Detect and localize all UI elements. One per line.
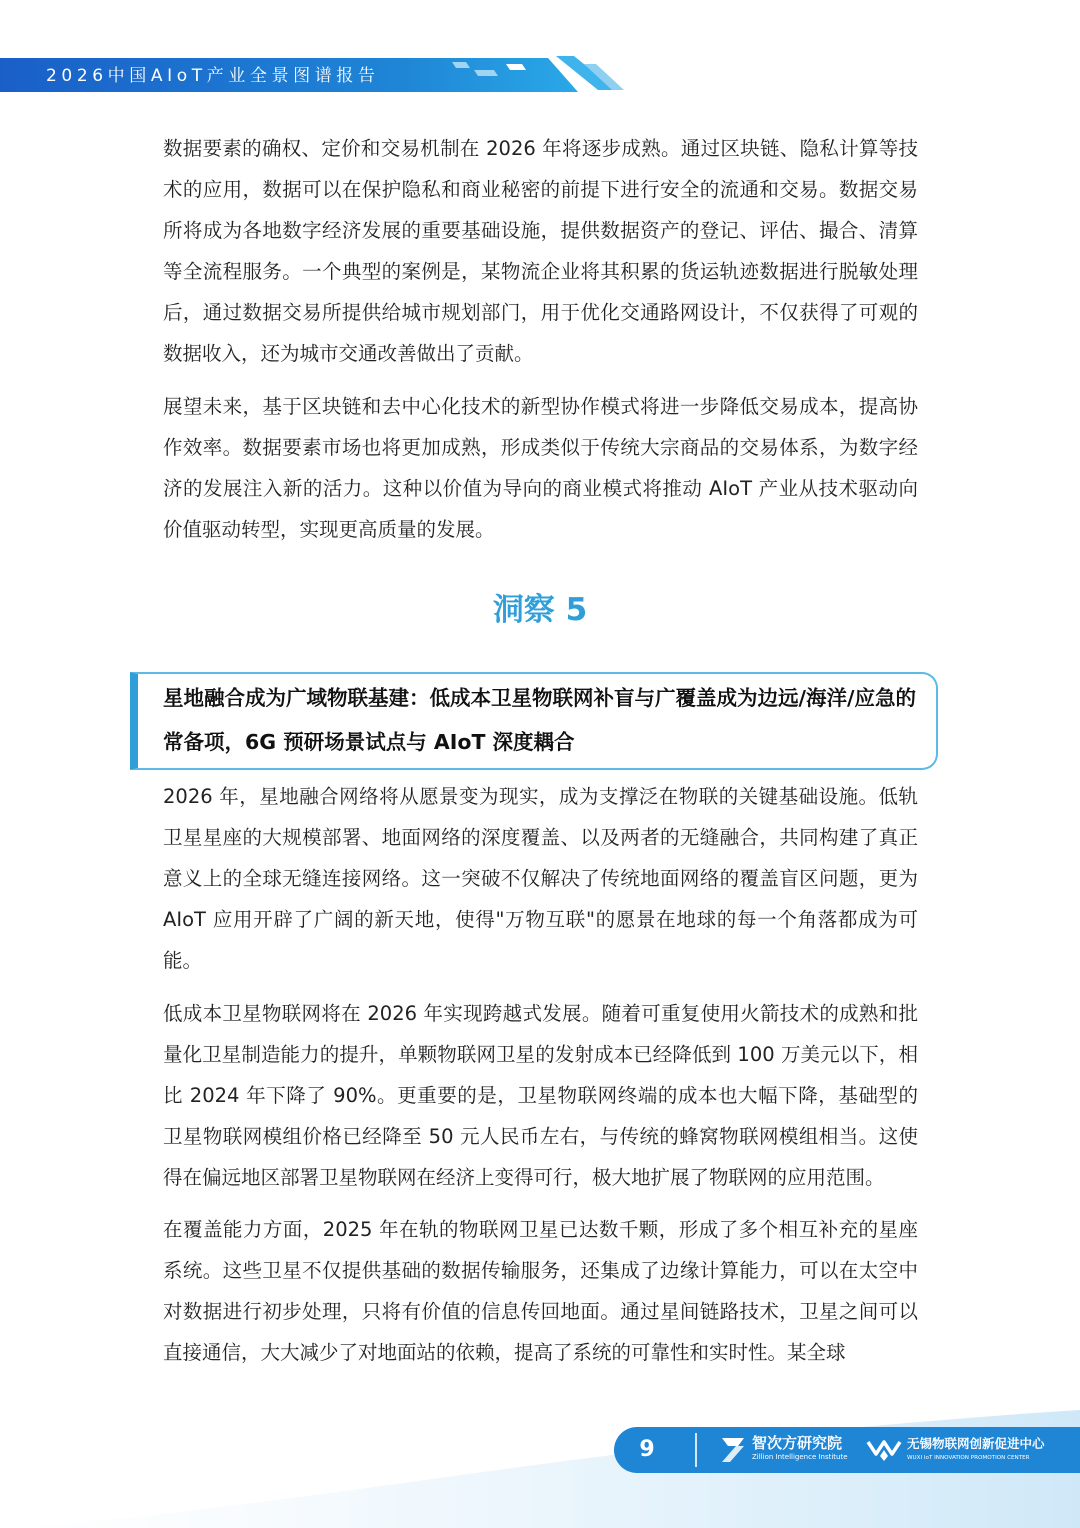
logo1-subtitle: Zillion Intelligence Institute (752, 1453, 848, 1461)
section-title: 洞察 5 (492, 592, 588, 628)
callout-text: 星地融合成为广域物联基建：低成本卫星物联网补盲与广覆盖成为边远/海洋/应急的常备项，6G 预研场景试点与 AIoT 深度耦合 (163, 686, 916, 754)
wuxi-iot-logo-icon (866, 1436, 902, 1462)
logo2-name: 无锡物联网创新促进中心 (907, 1436, 1045, 1451)
logo2-subtitle: WUXI IoT INNOVATION PROMOTION CENTER (907, 1455, 1030, 1461)
paragraph: 在覆盖能力方面，2025 年在轨的物联网卫星已达数千颗，形成了多个相互补充的星座系统。这些卫星不仅提供基础的数据传输服务，还集成了边缘计算能力，可以在太空中对数据进行初步处理，只将有价值的信息传回地面。通过星间链路技术，卫星之间可以直接通信，大大减少了对地面站的依赖，提高了系统的可靠性和实时性。某全球 (163, 1218, 918, 1364)
paragraph: 2026 年，星地融合网络将从愿景变为现实，成为支撑泛在物联的关键基础设施。低轨卫星星座的大规模部署、地面网络的深度覆盖、以及两者的无缝融合，共同构建了真正意义上的全球无缝连接网络。这一突破不仅解决了传统地面网络的覆盖盲区问题，更为 AIoT 应用开辟了广阔的新天地，使得"万物互联"的愿景在地球的每一个角落都成为可能。 (163, 785, 918, 972)
zillion-logo-icon (718, 1434, 748, 1464)
header-title: 2026中国AIoT产业全景图谱报告 (46, 66, 380, 86)
paragraph: 展望未来，基于区块链和去中心化技术的新型协作模式将进一步降低交易成本，提高协作效率。数据要素市场也将更加成熟，形成类似于传统大宗商品的交易体系，为数字经济的发展注入新的活力。这种以价值为导向的商业模式将推动 AIoT 产业从技术驱动向价值驱动转型，实现更高质量的发展。 (163, 395, 918, 541)
paragraph: 低成本卫星物联网将在 2026 年实现跨越式发展。随着可重复使用火箭技术的成熟和批量化卫星制造能力的提升，单颗物联网卫星的发射成本已经降低到 100 万美元以下，相比 2024 年下降了 90%。更重要的是，卫星物联网终端的成本也大幅下降，基础型的卫星物联网模组价格已经降至 50 元人民币左右，与传统的蜂窝物联网模组相当。这使得在偏远地区部署卫星物联网在经济上变得可行，极大地扩展了物联网的应用范围。 (163, 1002, 918, 1189)
footer-divider (695, 1433, 697, 1467)
paragraph: 数据要素的确权、定价和交易机制在 2026 年将逐步成熟。通过区块链、隐私计算等技术的应用，数据可以在保护隐私和商业秘密的前提下进行安全的流通和交易。数据交易所将成为各地数字经济发展的重要基础设施，提供数据资产的登记、评估、撮合、清算等全流程服务。一个典型的案例是，某物流企业将其积累的货运轨迹数据进行脱敏处理后，通过数据交易所提供给城市规划部门，用于优化交通路网设计，不仅获得了可观的数据收入，还为城市交通改善做出了贡献。 (163, 137, 918, 365)
page-number: 9 (639, 1437, 655, 1462)
logo1-name: 智次方研究院 (752, 1434, 843, 1452)
